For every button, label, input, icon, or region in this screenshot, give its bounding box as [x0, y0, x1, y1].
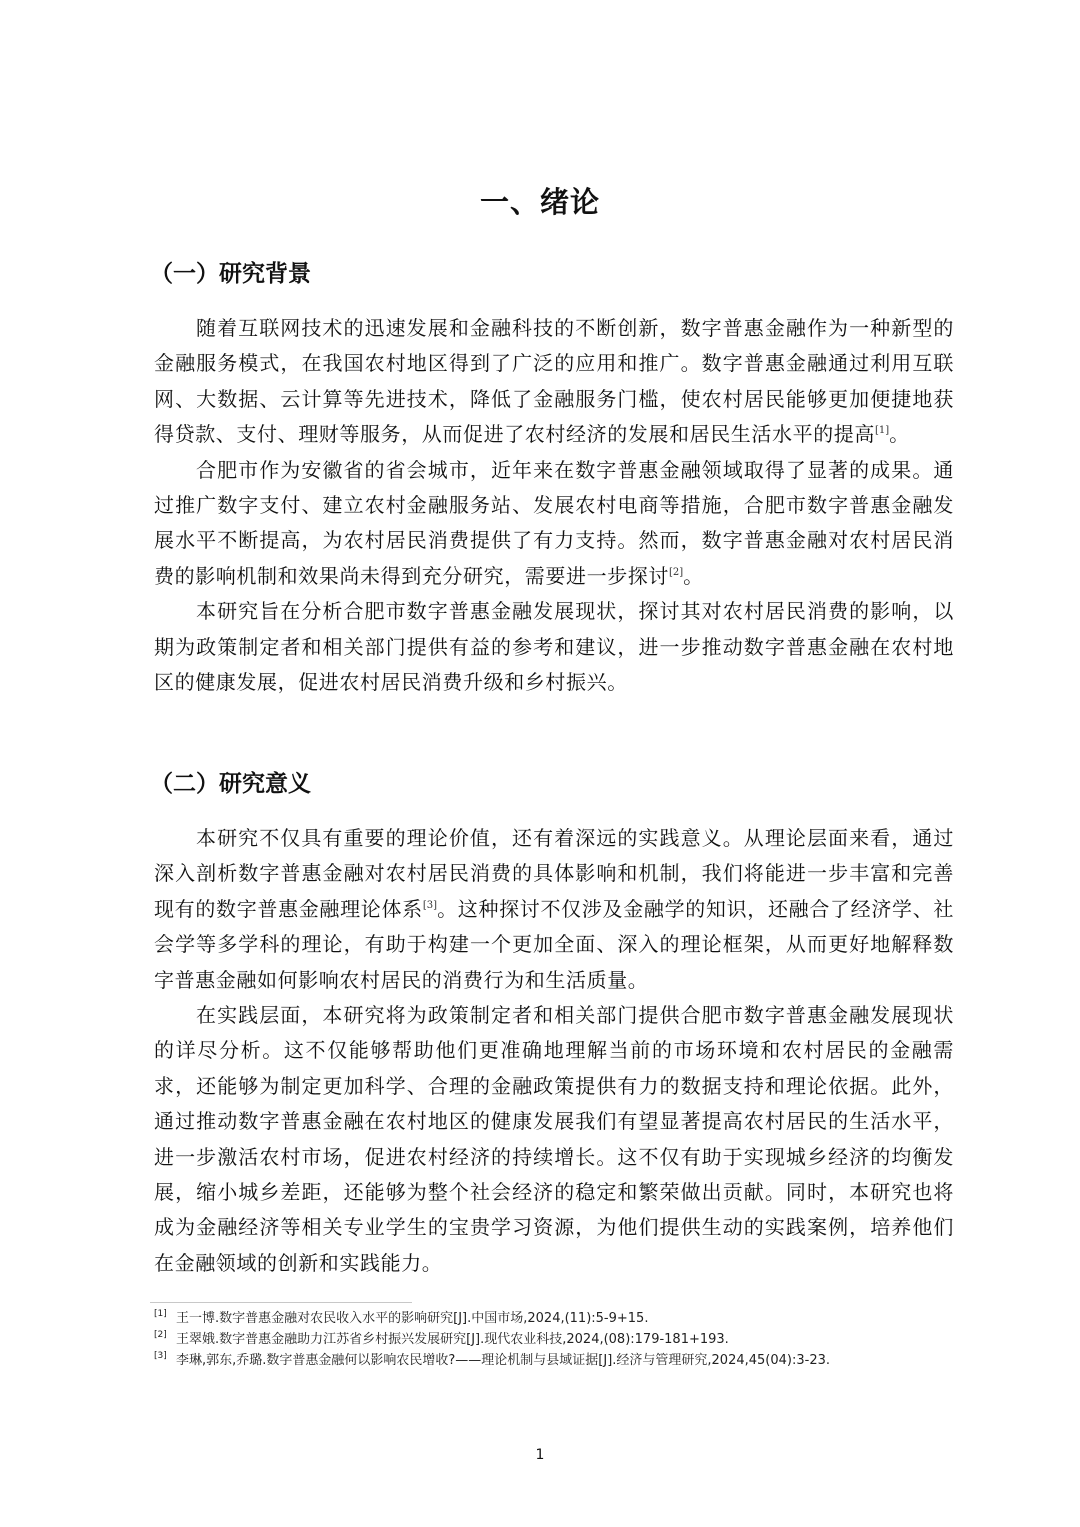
footnote-text: 李琳,郭东,乔璐.数字普惠金融何以影响农民增收?——理论机制与县域证据[J].经济与管理研究,2024,45(04):3-23.	[176, 1353, 830, 1368]
paragraph	[154, 453, 954, 595]
footnote	[154, 1329, 854, 1350]
chapter-title: 一、绪论	[479, 185, 600, 219]
footnote-text: 王一博.数字普惠金融对农民收入水平的影响研究[J].中国市场,2024,(11):5-9+15.	[176, 1311, 649, 1326]
section-body-background	[154, 311, 954, 700]
citation-ref[interactable]: [1]	[875, 425, 890, 437]
paragraph: 本研究旨在分析合肥市数字普惠金融发展现状，探讨其对农村居民消费的影响，以期为政策制定者和相关部门提供有益的参考和建议，进一步推动数字普惠金融在农村地区的健康发展，促进农村居民消费升级和乡村振兴。	[154, 599, 954, 695]
paragraph-text: 本研究不仅具有重要的理论价值，还有着深远的实践意义。从理论层面来看，通过深入剖析数字普惠金融对农村居民消费的具体影响和机制，我们将能进一步丰富和完善现有的数字普惠金融理论体系	[154, 826, 954, 921]
citation-ref[interactable]: [3]	[422, 899, 438, 911]
paragraph-text: 随着互联网技术的迅速发展和金融科技的不断创新，数字普惠金融作为一种新型的金融服务模式，在我国农村地区得到了广泛的应用和推广。数字普惠金融通过利用互联网、大数据、云计算等先进技术，降低了金融服务门槛，使农村居民能够更加便捷地获得贷款、支付、理财等服务，从而促进了农村经济的发展和居民生活水平的提高	[154, 316, 954, 447]
paragraph-text: 。	[683, 563, 704, 588]
paragraph: 在实践层面，本研究将为政策制定者和相关部门提供合肥市数字普惠金融发展现状的详尽分析。这不仅能够帮助他们更准确地理解当前的市场环境和农村居民的金融需求，还能够为制定更加科学、合理的金融政策提供有力的数据支持和理论依据。此外，通过推动数字普惠金融在农村地区的健康发展我们有望显著提高农村居民的生活水平，进一步激活农村市场，促进农村经济的持续增长。这不仅有助于实现城乡经济的均衡发展，缩小城乡差距，还能够为整个社会经济的稳定和繁荣做出贡献。同时，本研究也将成为金融经济等相关专业学生的宝贵学习资源，为他们提供生动的实践案例，培养他们在金融领域的创新和实践能力。	[154, 1003, 954, 1275]
footnote-number: [3]	[154, 1351, 167, 1361]
footnote-number: [2]	[154, 1330, 167, 1340]
paragraph-text: 合肥市作为安徽省的省会城市，近年来在数字普惠金融领域取得了显著的成果。通过推广数字支付、建立农村金融服务站、发展农村电商等措施，合肥市数字普惠金融发展水平不断提高，为农村居民消费提供了有力支持。然而，数字普惠金融对农村居民消费的影响机制和效果尚未得到充分研究，需要进一步探讨	[154, 457, 954, 588]
footnote	[154, 1350, 854, 1371]
footnote-separator	[150, 1302, 412, 1303]
section-heading-significance: （二）研究意义	[150, 771, 311, 797]
footnotes	[154, 1308, 854, 1371]
paragraph-text: 。这种探讨不仅涉及金融学的知识，还融合了经济学、社会学等多学科的理论，有助于构建一个更加全面、深入的理论框架，从而更好地解释数字普惠金融如何影响农村居民的消费行为和生活质量。	[154, 896, 954, 992]
section-body-significance	[154, 821, 954, 1281]
paragraph	[154, 311, 954, 453]
paragraph-text: 。	[889, 422, 910, 447]
citation-ref[interactable]: [2]	[669, 566, 684, 578]
page-number: 1	[535, 1447, 545, 1463]
footnote	[154, 1308, 854, 1329]
footnote-text: 王翠娥.数字普惠金融助力江苏省乡村振兴发展研究[J].现代农业科技,2024,(08):179-181+193.	[176, 1332, 729, 1347]
footnote-number: [1]	[154, 1309, 167, 1319]
section-heading-background: （一）研究背景	[150, 261, 311, 287]
paragraph	[154, 821, 954, 998]
